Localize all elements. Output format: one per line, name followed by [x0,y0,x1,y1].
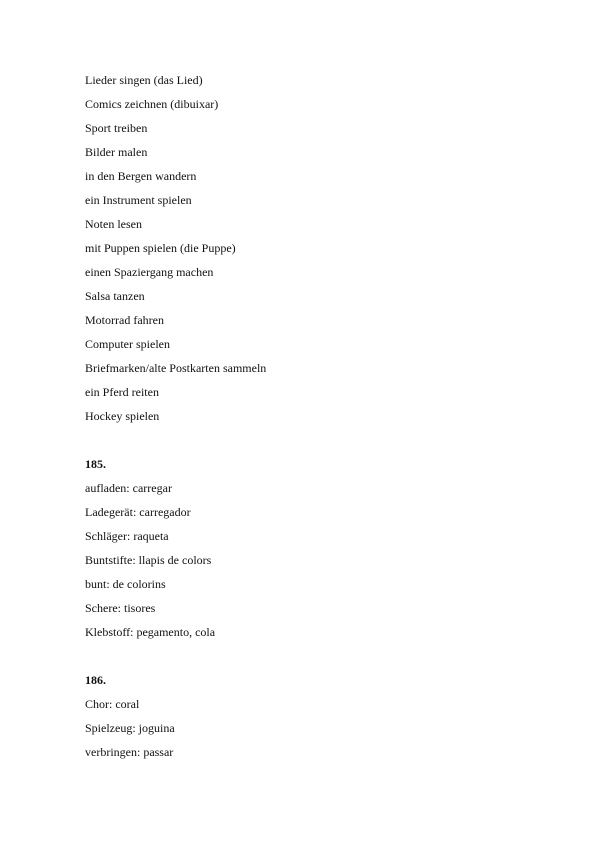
document-content [85,68,565,764]
list-item: Salsa tanzen [85,289,145,303]
list-item: Hockey spielen [85,409,160,423]
vocab-entry: aufladen: carregar [85,481,172,495]
vocab-entry: Schere: tisores [85,601,156,615]
list-item: mit Puppen spielen (die Puppe) [85,241,236,255]
section-number: 185. [85,457,106,471]
section-185 [85,452,565,644]
list-item: Motorrad fahren [85,313,164,327]
list-item: in den Bergen wandern [85,169,197,183]
vocab-entry: Buntstifte: llapis de colors [85,553,212,567]
list-item: ein Instrument spielen [85,193,192,207]
vocab-entry: verbringen: passar [85,745,174,759]
vocab-entry: Schläger: raqueta [85,529,169,543]
list-item: Sport treiben [85,121,148,135]
list-item: Comics zeichnen (dibuixar) [85,97,219,111]
vocab-entry: Spielzeug: joguina [85,721,175,735]
section-number: 186. [85,673,106,687]
vocab-entry: Klebstoff: pegamento, cola [85,625,216,639]
vocab-entry: Chor: coral [85,697,140,711]
list-item: Computer spielen [85,337,170,351]
list-item: Bilder malen [85,145,148,159]
list-item: Briefmarken/alte Postkarten sammeln [85,361,267,375]
vocab-entry: Ladegerät: carregador [85,505,191,519]
activity-list [85,68,565,428]
list-item: Lieder singen (das Lied) [85,73,203,87]
list-item: ein Pferd reiten [85,385,159,399]
list-item: einen Spaziergang machen [85,265,214,279]
list-item: Noten lesen [85,217,142,231]
section-186 [85,668,565,764]
vocab-entry: bunt: de colorins [85,577,166,591]
